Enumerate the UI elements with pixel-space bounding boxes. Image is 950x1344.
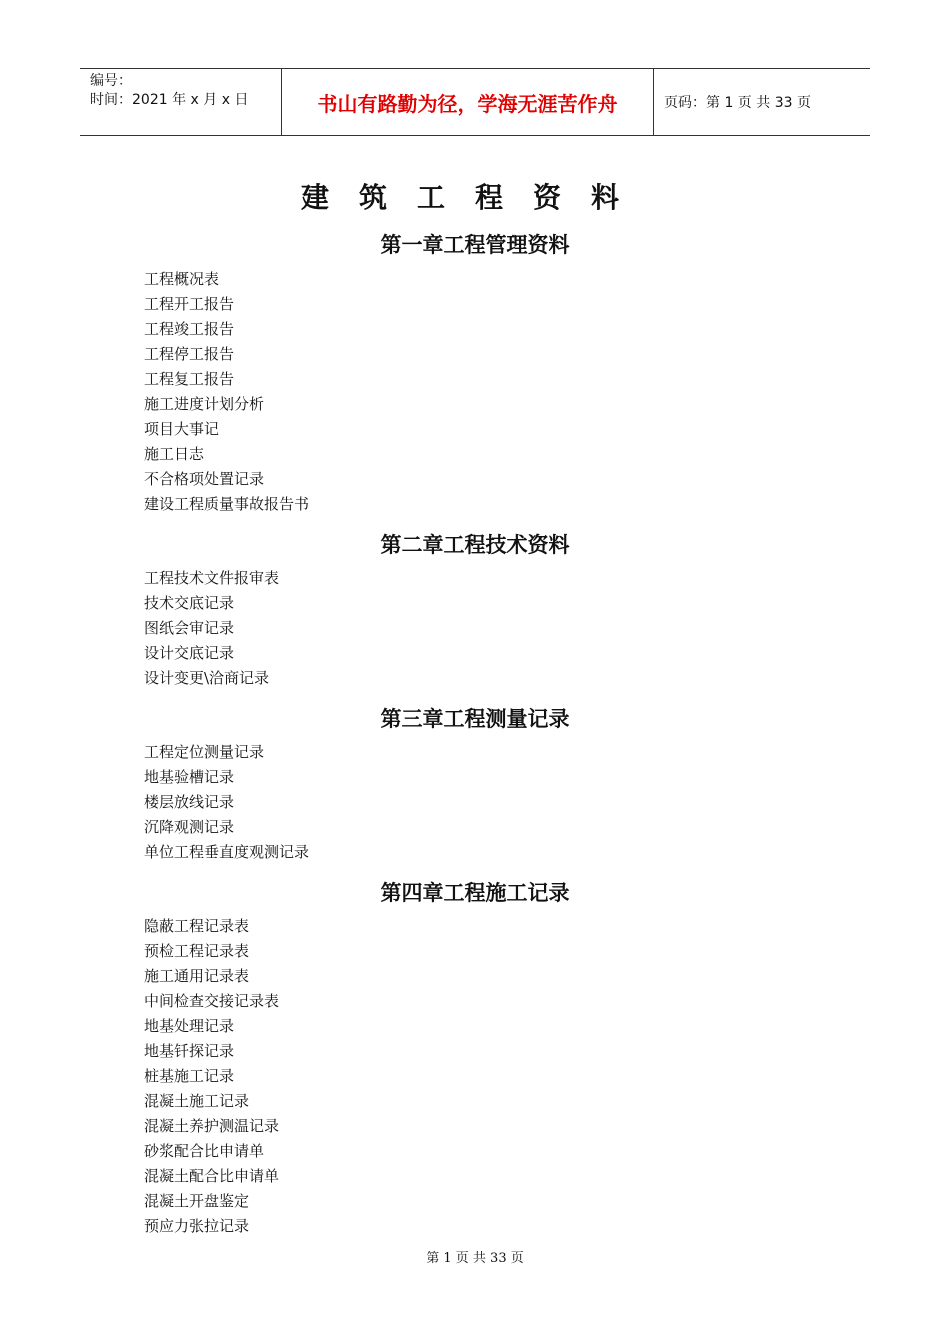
list-item: 工程停工报告	[144, 345, 235, 363]
list-item: 沉降观测记录	[144, 818, 235, 836]
list-item: 预检工程记录表	[144, 942, 250, 960]
document-title: 建筑工程资料	[300, 181, 649, 214]
list-item: 设计交底记录	[144, 644, 235, 662]
chapter-4-list	[144, 914, 279, 1239]
list-item: 建设工程质量事故报告书	[144, 495, 310, 513]
list-item: 施工通用记录表	[144, 967, 250, 985]
list-item: 预应力张拉记录	[144, 1217, 250, 1235]
list-item: 施工日志	[144, 445, 205, 463]
list-item: 不合格项处置记录	[144, 470, 265, 488]
list-item: 隐蔽工程记录表	[144, 917, 250, 935]
list-item: 地基处理记录	[144, 1017, 235, 1035]
list-item: 地基钎探记录	[144, 1042, 235, 1060]
chapter-title: 第一章工程管理资料	[380, 232, 570, 257]
list-item: 施工进度计划分析	[144, 395, 265, 413]
header-table	[80, 68, 870, 136]
list-item: 混凝土配合比申请单	[144, 1167, 280, 1185]
list-item: 技术交底记录	[144, 594, 235, 612]
chapter-title: 第三章工程测量记录	[380, 706, 570, 731]
list-item: 中间检查交接记录表	[144, 992, 280, 1010]
page-footer: 第 1 页 共 33 页	[426, 1251, 524, 1266]
list-item: 楼层放线记录	[144, 793, 235, 811]
list-item: 地基验槽记录	[144, 768, 235, 786]
list-item: 工程开工报告	[144, 295, 235, 313]
list-item: 工程复工报告	[144, 370, 235, 388]
list-item: 工程概况表	[144, 270, 220, 288]
list-item: 设计变更\洽商记录	[144, 669, 270, 687]
list-item: 项目大事记	[144, 420, 220, 438]
date-label: 时间：2021 年 x 月 x 日	[90, 92, 249, 108]
chapter-3-list	[144, 740, 309, 865]
list-item: 混凝土开盘鉴定	[144, 1192, 250, 1210]
chapter-title: 第二章工程技术资料	[380, 532, 570, 557]
number-label: 编号：	[90, 73, 132, 89]
list-item: 图纸会审记录	[144, 619, 235, 637]
header-page-info: 页码：第 1 页 共 33 页	[664, 95, 811, 111]
list-item: 混凝土施工记录	[144, 1092, 250, 1110]
chapter-1-list	[144, 267, 309, 517]
list-item: 单位工程垂直度观测记录	[144, 843, 310, 861]
chapter-title: 第四章工程施工记录	[380, 880, 570, 905]
list-item: 工程竣工报告	[144, 320, 235, 338]
list-item: 桩基施工记录	[144, 1067, 235, 1085]
list-item: 工程技术文件报审表	[144, 569, 280, 587]
list-item: 砂浆配合比申请单	[144, 1142, 265, 1160]
list-item: 工程定位测量记录	[144, 743, 265, 761]
list-item: 混凝土养护测温记录	[144, 1117, 280, 1135]
header-motto: 书山有路勤为径，学海无涯苦作舟	[281, 69, 654, 135]
chapter-2-list	[144, 566, 279, 691]
header-meta	[80, 69, 281, 135]
